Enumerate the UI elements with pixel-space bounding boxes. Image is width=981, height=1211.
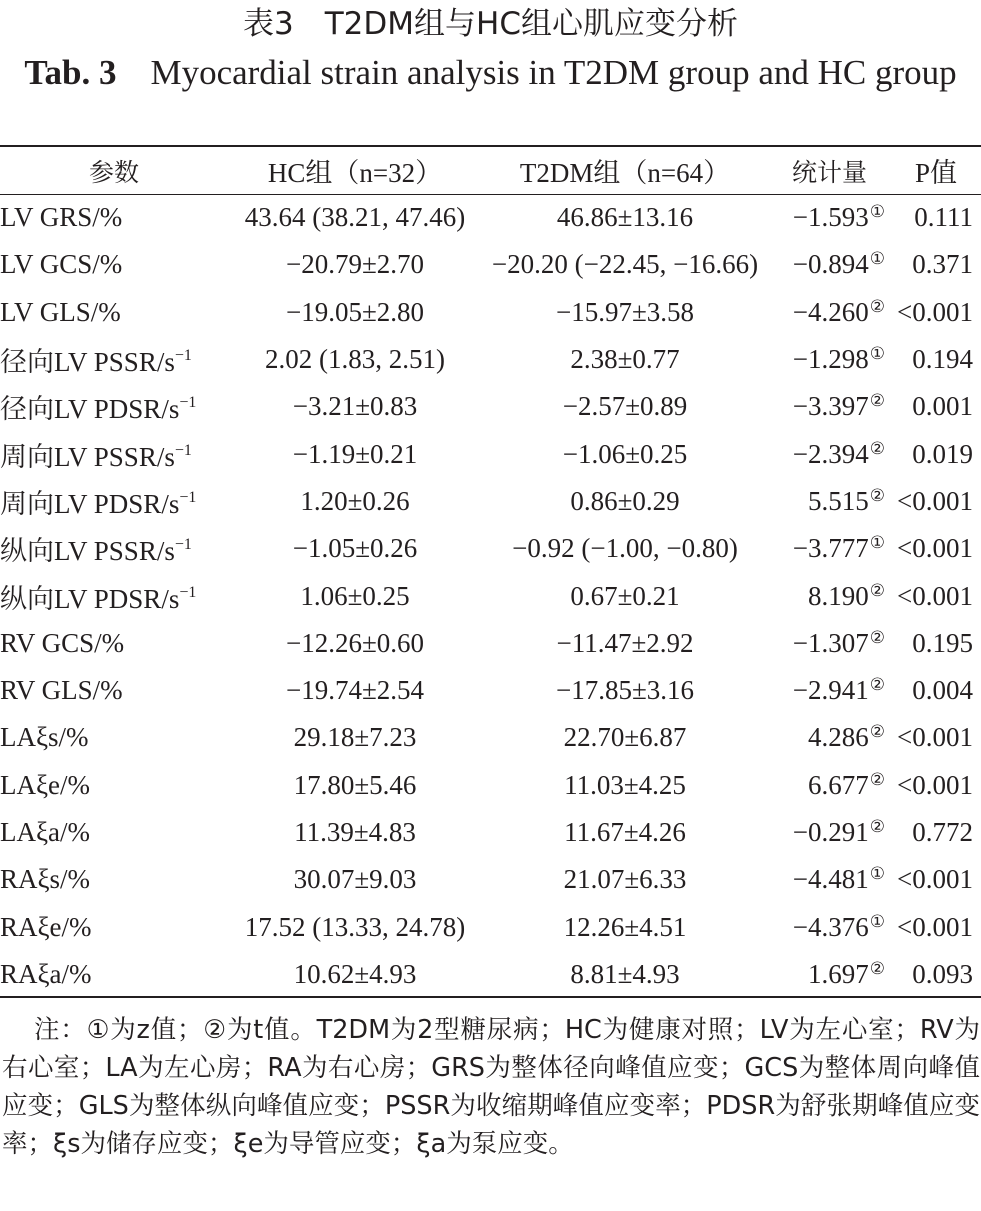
header-t2dm: T2DM组（n=64） (519, 158, 731, 188)
unit-exponent: −1 (179, 394, 197, 412)
cell-parameter (0, 478, 228, 525)
statistic-value: 1.697 (808, 958, 869, 989)
table-number: Tab. 3 (24, 53, 117, 92)
statistic-value: −1.298 (792, 344, 869, 375)
cell-hc: 17.80±5.46 (293, 769, 417, 800)
cell-p-value: <0.001 (897, 722, 973, 753)
statistic-value: −4.481 (792, 864, 869, 895)
table-row (0, 667, 981, 714)
cell-p-value: <0.001 (897, 485, 973, 516)
cell-parameter (0, 951, 228, 998)
table-row (0, 951, 981, 998)
cell-parameter (0, 289, 228, 336)
cell-hc: −1.19±0.21 (292, 438, 418, 469)
cell-statistic (768, 714, 891, 761)
parameter-label: 纵向LV PSSR/s (0, 536, 175, 567)
cell-t2dm: −15.97±3.58 (555, 296, 695, 327)
cell-parameter (0, 241, 228, 288)
cell-p-value: 0.111 (914, 202, 973, 233)
cell-t2dm: 22.70±6.87 (563, 722, 687, 753)
cell-parameter (0, 430, 228, 477)
header-statistic: 统计量 (791, 157, 867, 187)
cell-t2dm: 0.86±0.29 (570, 485, 680, 516)
table-row (0, 620, 981, 667)
test-type-mark: ① (869, 864, 885, 884)
cell-p-value: <0.001 (897, 533, 973, 564)
parameter-label: 径向LV PDSR/s (0, 394, 180, 425)
cell-hc: 29.18±7.23 (293, 722, 417, 753)
cell-t2dm: −20.20 (−22.45, −16.66) (491, 249, 759, 280)
table-row (0, 809, 981, 856)
cell-statistic (768, 383, 891, 430)
cell-hc: −19.05±2.80 (285, 296, 425, 327)
parameter-label: LAξa/% (0, 817, 91, 847)
cell-statistic (768, 856, 891, 903)
cell-statistic (768, 667, 891, 714)
cell-t2dm: 2.38±0.77 (570, 344, 680, 375)
cell-p-value: <0.001 (897, 769, 973, 800)
header-p-value: P值 (914, 158, 958, 188)
test-type-mark: ② (869, 296, 885, 316)
test-type-mark: ② (869, 675, 885, 695)
cell-statistic (768, 430, 891, 477)
unit-exponent: −1 (174, 347, 192, 365)
statistic-value: 6.677 (808, 769, 869, 800)
parameter-label: LAξs/% (0, 722, 89, 753)
unit-exponent: −1 (174, 536, 192, 554)
cell-parameter (0, 572, 228, 619)
strain-table (0, 147, 981, 998)
parameter-label: LV GRS/% (0, 202, 123, 233)
cell-parameter (0, 194, 228, 241)
statistic-value: −1.307 (792, 627, 869, 658)
cell-p-value: 0.195 (912, 627, 973, 658)
cell-t2dm: 11.67±4.26 (564, 817, 686, 847)
cell-t2dm: −17.85±3.16 (555, 675, 695, 706)
test-type-mark: ① (869, 911, 885, 931)
cell-hc: 30.07±9.03 (293, 864, 417, 895)
table-title-chinese: 表3 T2DM组与HC组心肌应变分析 (243, 6, 738, 42)
cell-parameter (0, 667, 228, 714)
table-row (0, 525, 981, 572)
cell-p-value: 0.772 (912, 817, 973, 847)
table-title-english (0, 52, 981, 94)
cell-hc: 1.20±0.26 (300, 485, 410, 516)
cell-hc: −3.21±0.83 (292, 391, 418, 422)
table-row (0, 572, 981, 619)
parameter-label: 径向LV PSSR/s (0, 347, 175, 378)
table-footnote: 注：①为z值；②为t值。T2DM为2型糖尿病；HC为健康对照；LV为左心室；RV为右心室；LA为左心房；RA为右心房；GRS为整体径向峰值应变；GCS为整体周向峰值应变；GLS为整体纵向峰值应变；PSSR为收缩期峰值应变率；PDSR为舒张期峰值应变率；ξs为储存应变；ξe为导管应变；ξa为泵应变。 (2, 1015, 980, 1159)
cell-t2dm: 0.67±0.21 (570, 580, 680, 611)
test-type-mark: ② (869, 769, 885, 789)
cell-p-value: <0.001 (897, 864, 973, 895)
parameter-label: 纵向LV PDSR/s (0, 583, 180, 614)
cell-p-value: <0.001 (897, 911, 973, 942)
cell-p-value: 0.194 (912, 344, 973, 375)
cell-t2dm: −11.47±2.92 (556, 627, 694, 658)
cell-parameter (0, 525, 228, 572)
table-row (0, 289, 981, 336)
cell-hc: −20.79±2.70 (285, 249, 425, 280)
cell-statistic (768, 289, 891, 336)
cell-parameter (0, 903, 228, 950)
cell-hc: 10.62±4.93 (293, 958, 417, 989)
table-row (0, 856, 981, 903)
cell-parameter (0, 620, 228, 667)
statistic-value: 4.286 (808, 722, 869, 753)
table-body (0, 194, 981, 998)
statistic-value: −2.394 (792, 438, 869, 469)
table-row (0, 241, 981, 288)
table-row (0, 903, 981, 950)
statistic-value: −4.260 (792, 296, 869, 327)
cell-t2dm: 21.07±6.33 (563, 864, 687, 895)
parameter-label: RV GLS/% (0, 675, 123, 706)
parameter-label: LAξe/% (0, 769, 91, 800)
cell-hc: −1.05±0.26 (292, 533, 418, 564)
cell-parameter (0, 714, 228, 761)
table-title-text: Myocardial strain analysis in T2DM group and HC group (150, 53, 957, 92)
cell-t2dm: −0.92 (−1.00, −0.80) (512, 533, 738, 564)
cell-parameter (0, 383, 228, 430)
cell-p-value: 0.093 (912, 958, 973, 989)
cell-statistic (768, 478, 891, 525)
cell-t2dm: 46.86±13.16 (556, 202, 694, 233)
cell-hc: 43.64 (38.21, 47.46) (244, 202, 466, 233)
statistic-value: −0.291 (792, 817, 869, 847)
cell-p-value: <0.001 (897, 296, 973, 327)
cell-p-value: <0.001 (897, 580, 973, 611)
test-type-mark: ① (869, 202, 885, 222)
cell-statistic (768, 620, 891, 667)
table-row (0, 478, 981, 525)
unit-exponent: −1 (174, 441, 192, 459)
unit-exponent: −1 (179, 583, 197, 601)
cell-statistic (768, 951, 891, 998)
cell-parameter (0, 856, 228, 903)
table-row (0, 194, 981, 241)
parameter-label: 周向LV PDSR/s (0, 488, 180, 519)
test-type-mark: ② (869, 958, 885, 978)
parameter-label: LV GLS/% (0, 296, 121, 327)
header-row (0, 147, 981, 194)
statistic-value: 5.515 (808, 485, 869, 516)
cell-hc: 17.52 (13.33, 24.78) (244, 911, 466, 942)
test-type-mark: ② (869, 580, 885, 600)
table-row (0, 762, 981, 809)
cell-statistic (768, 525, 891, 572)
cell-hc: −12.26±0.60 (285, 627, 425, 658)
cell-p-value: 0.001 (912, 391, 973, 422)
cell-parameter (0, 809, 228, 856)
cell-t2dm: 12.26±4.51 (563, 911, 687, 942)
cell-t2dm: 8.81±4.93 (570, 958, 680, 989)
statistic-value: −1.593 (792, 202, 869, 233)
parameter-label: RAξs/% (0, 864, 91, 895)
test-type-mark: ② (869, 485, 885, 505)
cell-parameter (0, 762, 228, 809)
cell-t2dm: 11.03±4.25 (564, 769, 686, 800)
cell-hc: 2.02 (1.83, 2.51) (265, 344, 445, 375)
test-type-mark: ② (869, 438, 885, 458)
statistic-value: −3.397 (792, 391, 869, 422)
test-type-mark: ① (869, 249, 885, 269)
statistic-value: −2.941 (792, 675, 869, 706)
cell-statistic (768, 903, 891, 950)
statistic-value: −4.376 (792, 911, 869, 942)
table-row (0, 714, 981, 761)
parameter-label: RV GCS/% (0, 627, 125, 658)
parameter-label: RAξa/% (0, 958, 92, 989)
cell-p-value: 0.019 (912, 438, 973, 469)
statistic-value: −0.894 (792, 249, 869, 280)
parameter-label: LV GCS/% (0, 249, 123, 280)
cell-t2dm: −2.57±0.89 (562, 391, 688, 422)
cell-statistic (768, 809, 891, 856)
unit-exponent: −1 (179, 488, 197, 506)
cell-hc: −19.74±2.54 (285, 675, 425, 706)
cell-t2dm: −1.06±0.25 (562, 438, 688, 469)
statistic-value: −3.777 (792, 533, 869, 564)
header-param: 参数 (88, 157, 139, 187)
table-row (0, 430, 981, 477)
parameter-label: 周向LV PSSR/s (0, 441, 175, 472)
cell-statistic (768, 241, 891, 288)
cell-p-value: 0.004 (912, 675, 973, 706)
test-type-mark: ② (869, 391, 885, 411)
test-type-mark: ② (869, 817, 885, 836)
test-type-mark: ② (869, 722, 885, 742)
cell-p-value: 0.371 (912, 249, 973, 280)
test-type-mark: ① (869, 533, 885, 553)
cell-statistic (768, 336, 891, 383)
cell-statistic (768, 572, 891, 619)
cell-hc: 11.39±4.83 (294, 817, 416, 847)
test-type-mark: ① (869, 344, 885, 364)
table-row (0, 383, 981, 430)
cell-parameter (0, 336, 228, 383)
test-type-mark: ② (869, 627, 885, 647)
cell-statistic (768, 194, 891, 241)
header-hc: HC组（n=32） (267, 158, 443, 188)
table-row (0, 336, 981, 383)
parameter-label: RAξe/% (0, 911, 92, 942)
statistic-value: 8.190 (808, 580, 869, 611)
cell-hc: 1.06±0.25 (300, 580, 410, 611)
cell-statistic (768, 762, 891, 809)
